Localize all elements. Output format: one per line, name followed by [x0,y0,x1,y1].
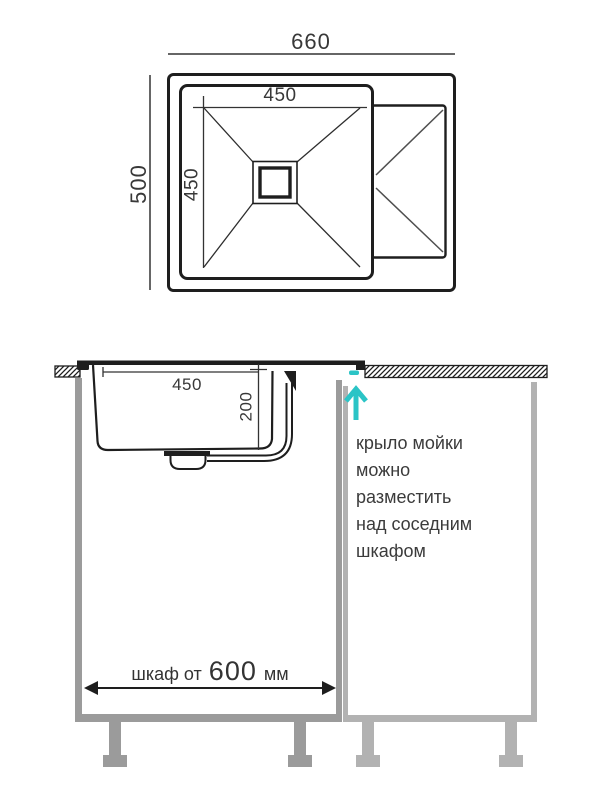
cabinet-left-bottom [75,714,342,722]
teal-dash [349,371,359,376]
countertop-left-hatch [55,366,80,377]
cabinet-leg-foot [499,755,523,767]
cabinet-leg [362,722,374,755]
cabinet-leg [109,722,121,755]
cabinet-leg [294,722,306,755]
cabinet-right-bottom [343,715,537,722]
note-line: можно [356,460,411,480]
cabinet-left-wall [75,378,82,715]
cabinet-size-unit: мм [263,664,289,684]
cabinet-left [75,375,342,767]
dim-500-label: 500 [126,164,151,204]
dim-450-left-label: 450 [181,167,203,202]
drainboard-wing [372,106,446,258]
note-line: крыло мойки [356,433,463,453]
cabinet-right-left-wall [343,386,348,715]
wing-position-mark [346,371,366,421]
drain-inner-square [260,168,290,197]
dim-660-label: 660 [291,29,331,54]
cabinet-leg-foot [356,755,380,767]
dim-450-side-label: 450 [172,375,202,394]
note-line: шкафом [356,541,426,561]
countertop-right-hatch [365,366,547,378]
note-line: над соседним [356,514,473,534]
cabinet-size-prefix: шкаф от [131,664,202,684]
dim-200-label: 200 [236,391,256,422]
sink-rim-right-step [356,361,365,371]
note-line: разместить [356,487,452,507]
cabinet-divider-wall [336,380,342,715]
cabinet-leg-foot [288,755,312,767]
cabinet-leg-foot [103,755,127,767]
dim-450-top-label: 450 [263,85,297,106]
cabinet-size-label [84,656,336,686]
sink-rim [77,361,365,366]
drain-cup [171,456,206,469]
sink-rim-left-hook [77,361,89,371]
wing-note [356,430,556,565]
wing-outline [372,106,446,258]
cabinet-size-value: 600 [208,656,257,686]
cabinet-leg [505,722,517,755]
